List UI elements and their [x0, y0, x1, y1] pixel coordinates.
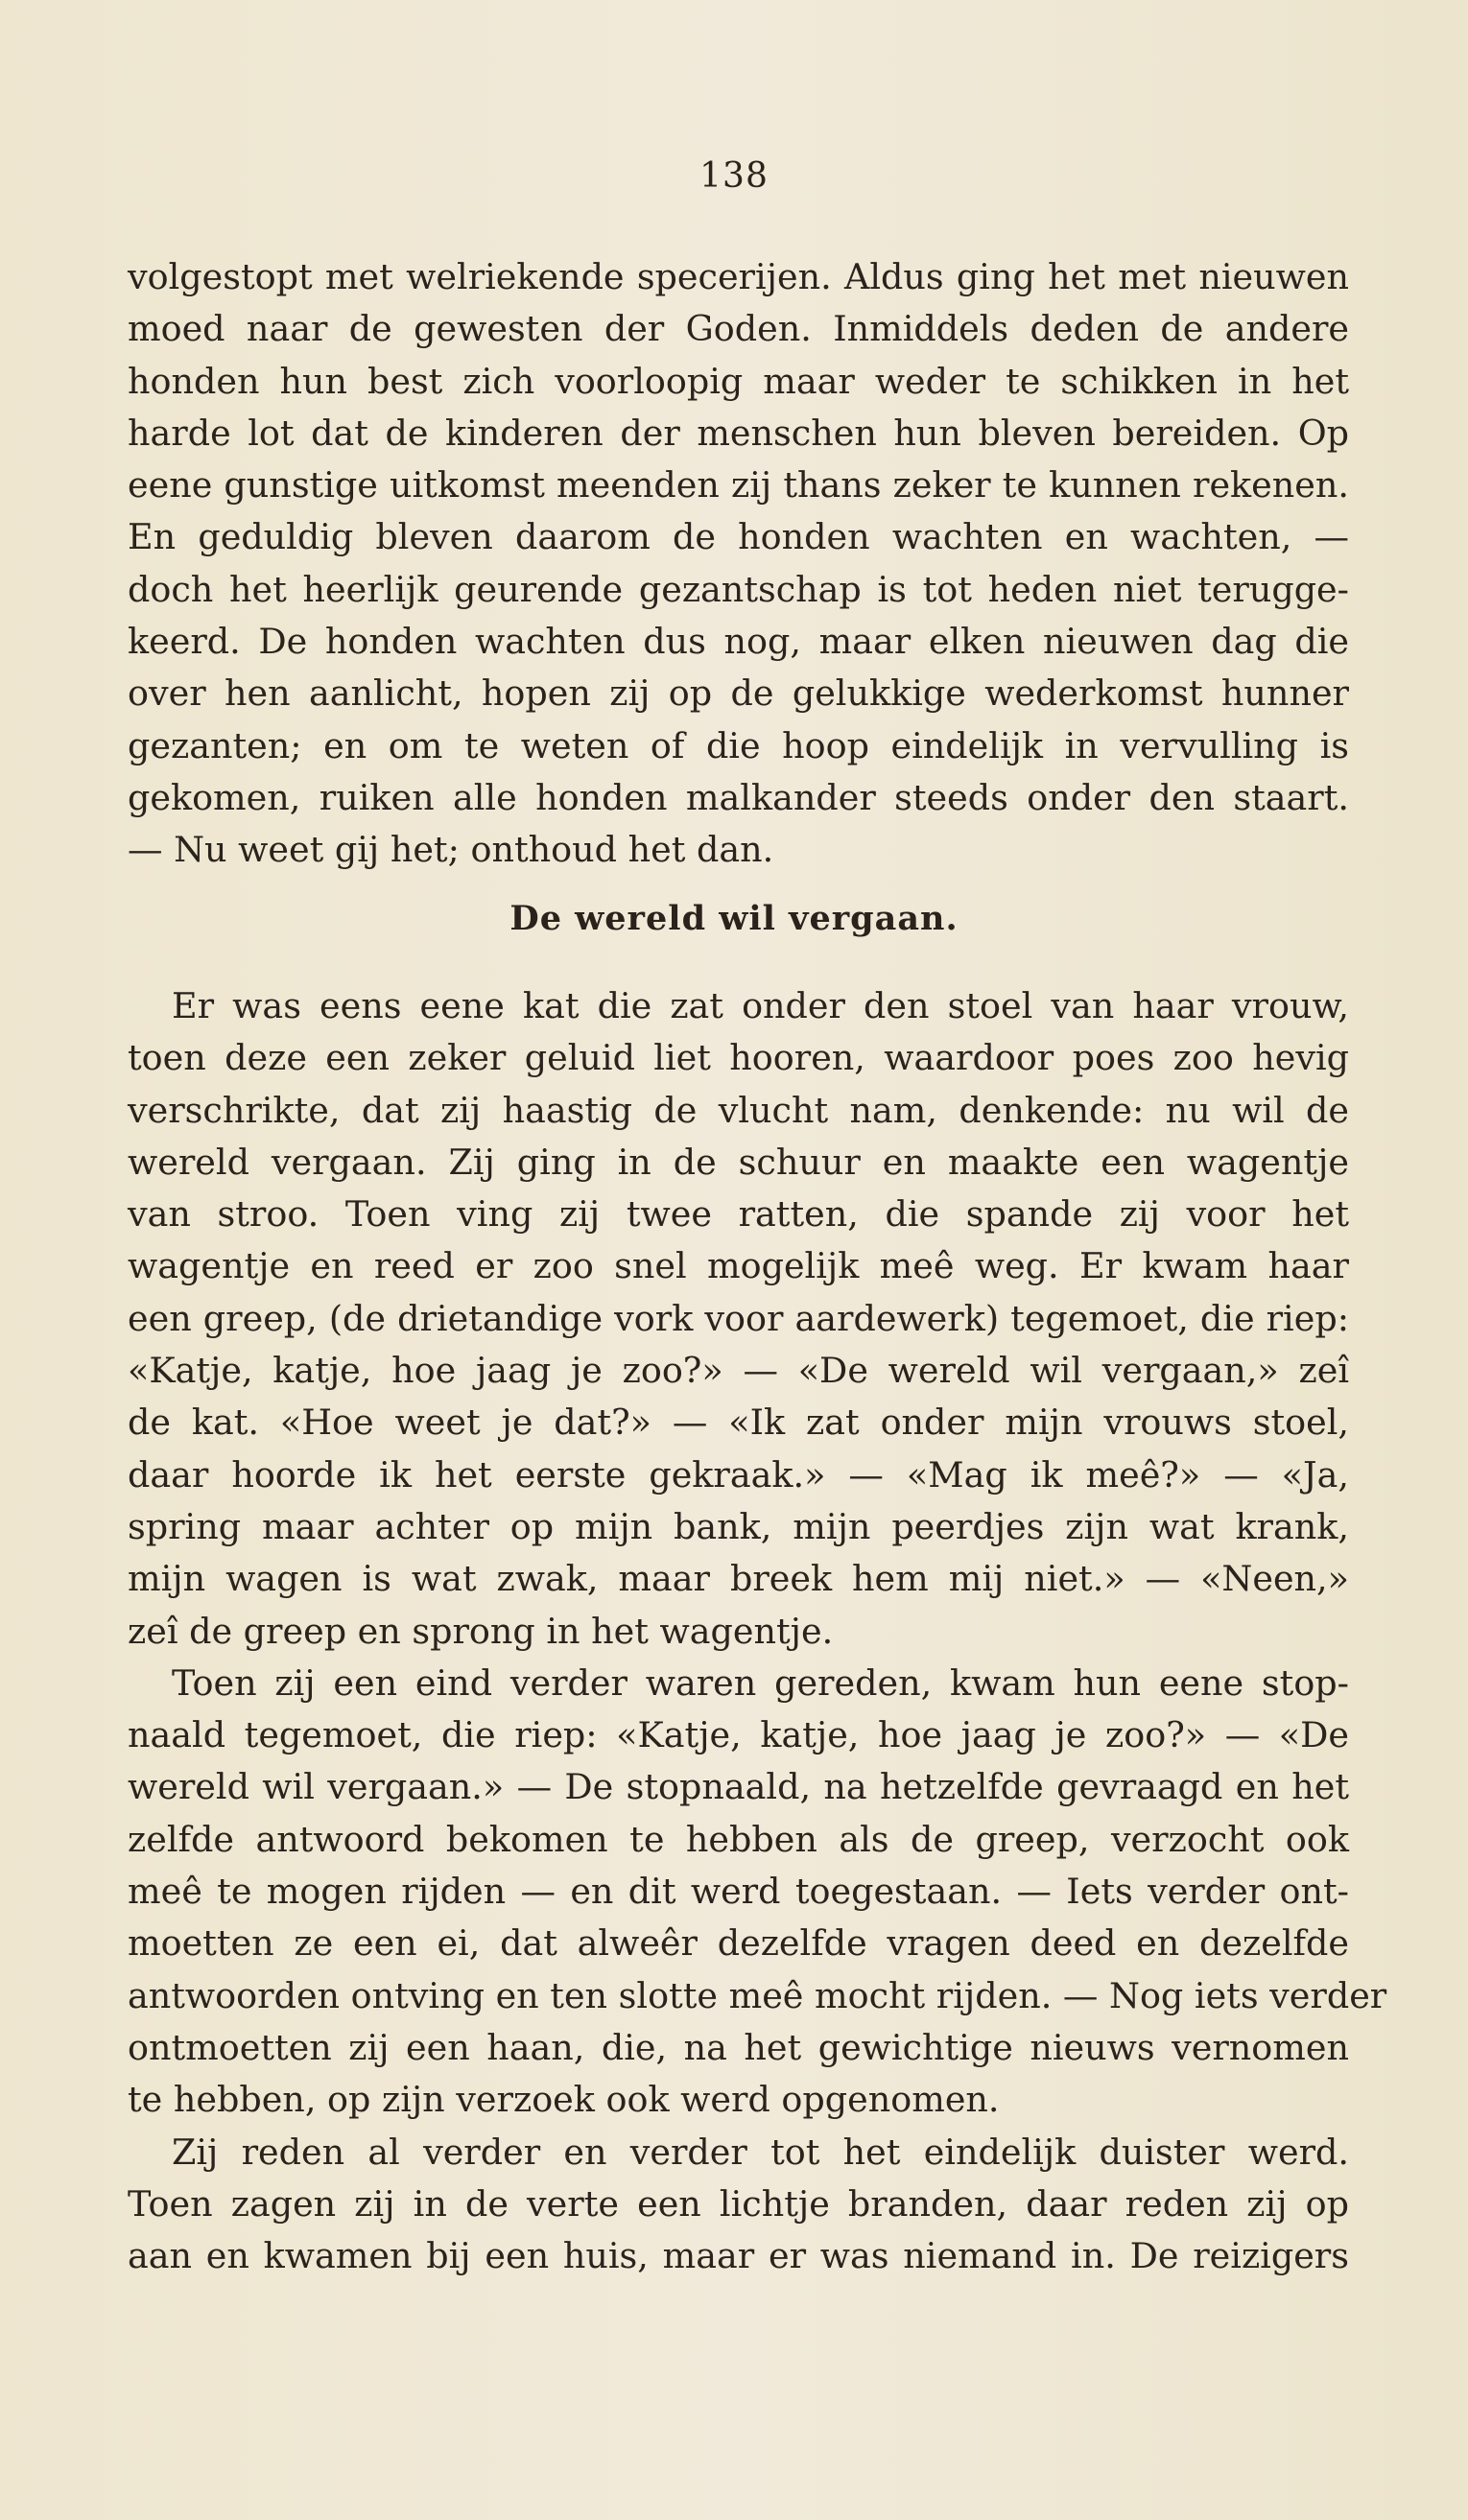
text-line: En geduldig bleven daarom de honden wachten en wachten, —	[128, 516, 1349, 558]
text-line: moed naar de gewesten der Goden. Inmiddels deden de andere	[128, 308, 1349, 350]
text-line: de kat. «Hoe weet je dat?» — «Ik zat onder mijn vrouws stoel,	[128, 1401, 1349, 1444]
text-line: over hen aanlicht, hopen zij op de gelukkige wederkomst hunner	[128, 672, 1349, 715]
text-line: toen deze een zeker geluid liet hooren, waardoor poes zoo hevig	[128, 1037, 1349, 1079]
text-line: wereld vergaan. Zij ging in de schuur en maakte een wagentje	[128, 1141, 1349, 1183]
text-line: aan en kwamen bij een huis, maar er was niemand in. De reizigers	[128, 2235, 1349, 2277]
text-line: mijn wagen is wat zwak, maar breek hem mij niet.» — «Neen,»	[128, 1558, 1349, 1600]
text-line: wagentje en reed er zoo snel mogelijk meê weg. Er kwam haar	[128, 1245, 1349, 1287]
text-line: naald tegemoet, die riep: «Katje, katje, hoe jaag je zoo?» — «De	[128, 1714, 1349, 1756]
text-line: zeî de greep en sprong in het wagentje.	[128, 1610, 834, 1652]
text-line: wereld wil vergaan.» — De stopnaald, na hetzelfde gevraagd en het	[128, 1766, 1349, 1808]
text-line: van stroo. Toen ving zij twee ratten, die spande zij voor het	[128, 1193, 1349, 1236]
text-line: harde lot dat de kinderen der menschen hun bleven bereiden. Op	[128, 412, 1349, 454]
text-line: meê te mogen rijden — en dit werd toegestaan. — Iets verder ont-	[128, 1871, 1349, 1913]
story-cat-world-ending	[128, 980, 1387, 2282]
text-line: Zij reden al verder en verder tot het eindelijk duister werd.	[172, 2131, 1349, 2173]
text-line: honden hun best zich voorloopig maar weder te schikken in het	[128, 360, 1349, 402]
text-line: gezanten; en om te weten of die hoop eindelijk in vervulling is	[128, 724, 1349, 766]
text-line: gekomen, ruiken alle honden malkander steeds onder den staart.	[128, 776, 1349, 818]
text-line: ontmoetten zij een haan, die, na het gewichtige nieuws vernomen	[128, 2026, 1349, 2068]
text-line: doch het heerlijk geurende gezantschap is tot heden niet terugge-	[128, 568, 1349, 610]
text-line: volgestopt met welriekende specerijen. Aldus ging het met nieuwen	[128, 256, 1349, 297]
text-line: keerd. De honden wachten dus nog, maar elken nieuwen dag die	[128, 621, 1349, 663]
page-number: 138	[699, 156, 769, 196]
text-line: Toen zagen zij in de verte een lichtje branden, daar reden zij op	[128, 2182, 1349, 2225]
text-line: Er was eens eene kat die zat onder den stoel van haar vrouw,	[172, 985, 1349, 1026]
text-line: «Katje, katje, hoe jaag je zoo?» — «De wereld wil vergaan,» zeî	[128, 1350, 1349, 1392]
paragraph-dog-story-ending	[128, 251, 1349, 877]
text-line: te hebben, op zijn verzoek ook werd opgenomen.	[128, 2079, 1000, 2121]
text-line: eene gunstige uitkomst meenden zij thans zeker te kunnen rekenen.	[128, 464, 1349, 506]
text-line: — Nu weet gij het; onthoud het dan.	[128, 829, 774, 871]
text-line: spring maar achter op mijn bank, mijn peerdjes zijn wat krank,	[128, 1505, 1349, 1547]
section-heading: De wereld wil vergaan.	[509, 899, 959, 938]
text-line: zelfde antwoord bekomen te hebben als de greep, verzocht ook	[128, 1818, 1349, 1860]
text-line: moetten ze een ei, dat alweêr dezelfde vragen deed en dezelfde	[128, 1922, 1349, 1965]
text-line: antwoorden ontving en ten slotte meê mocht rijden. — Nog iets verder	[128, 1974, 1387, 2016]
text-line: een greep, (de drietandige vork voor aardewerk) tegemoet, die riep:	[128, 1297, 1349, 1339]
text-line: daar hoorde ik het eerste gekraak.» — «Mag ik meê?» — «Ja,	[128, 1453, 1349, 1496]
text-line: Toen zij een eind verder waren gereden, kwam hun eene stop-	[172, 1661, 1349, 1704]
text-line: verschrikte, dat zij haastig de vlucht nam, denkende: nu wil de	[128, 1089, 1349, 1131]
